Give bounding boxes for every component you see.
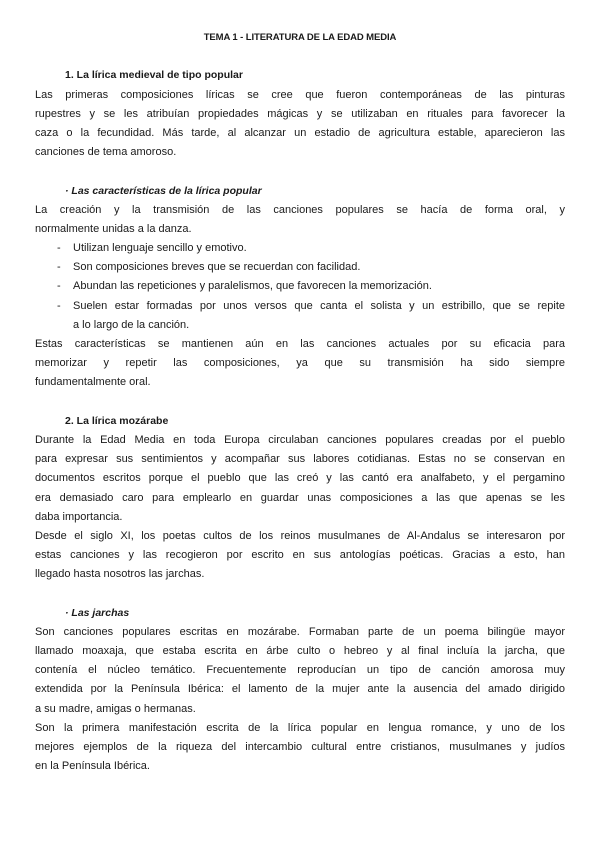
paragraph <box>35 719 565 777</box>
bullet-dash: - <box>57 242 61 255</box>
paragraph-line: canciones de tema amoroso. <box>35 146 177 159</box>
section-heading: 1. La lírica medieval de tipo popular <box>65 69 243 82</box>
spacer <box>35 584 565 603</box>
list-item-line: - Suelen estar formadas por unos versos que canta el solista y un estribillo, que se repite <box>35 297 565 316</box>
spacer <box>35 393 565 412</box>
paragraph-line: fundamentalmente oral. <box>35 376 151 389</box>
list-item <box>35 239 565 258</box>
paragraph <box>35 527 565 585</box>
paragraph-line: caza o la fecundidad. Más tarde, al alcanzar un estadio de agricultura estable, aparecieron las <box>35 126 565 139</box>
paragraph-line: Durante la Edad Media en toda Europa circulaban canciones populares creadas por el pueblo <box>35 433 565 446</box>
bullet-dash: - <box>57 299 61 312</box>
paragraph-line: llegado hasta nosotros las jarchas. <box>35 568 205 581</box>
paragraph-line: daba importancia. <box>35 510 123 523</box>
paragraph-line: Las primeras composiciones líricas se cree que fueron contemporáneas de las pinturas <box>35 88 565 101</box>
paragraph <box>35 86 565 163</box>
subsection-heading: · Las características de la lírica popular <box>65 184 262 197</box>
spacer <box>35 47 565 66</box>
paragraph-line: Son la primera manifestación escrita de la lírica popular en lengua romance, y uno de los <box>35 721 565 734</box>
list-item <box>35 297 565 335</box>
paragraph-line: para expresar sus sentimientos y acompañar sus labores cotidianas. Estas no se conservan en <box>35 453 565 466</box>
paragraph-line: extendida por la Península Ibérica: el lamento de la mujer ante la ausencia del amado dirigido <box>35 683 565 696</box>
paragraph-line: Son canciones populares escritas en mozárabe. Formaban parte de un poema bilingüe mayor <box>35 625 565 638</box>
paragraph-line: a su madre, amigas o hermanas. <box>35 702 196 715</box>
paragraph <box>35 201 565 239</box>
document-page <box>35 28 565 776</box>
paragraph-line: memorizar y repetir las composiciones, ya que su transmisión ha sido siempre <box>35 357 565 370</box>
subsection-heading: · Las jarchas <box>65 606 130 619</box>
document-title: TEMA 1 - LITERATURA DE LA EDAD MEDIA <box>203 32 397 43</box>
spacer <box>35 162 565 181</box>
paragraph <box>35 335 565 393</box>
paragraph-line: rupestres y se les atribuían propiedades mágicas y se utilizaban en rituales para favorecer la <box>35 107 565 120</box>
paragraph-line: Estas características se mantienen aún en las canciones actuales por su eficacia para <box>35 338 565 350</box>
list-item-line: - Utilizan lenguaje sencillo y emotivo. <box>35 239 565 258</box>
paragraph-line: La creación y la transmisión de las canciones populares se hacía de forma oral, y <box>35 203 565 216</box>
list-item-line: a lo largo de la canción. <box>73 318 190 331</box>
list-item <box>35 258 565 277</box>
paragraph-line: mejores ejemplos de la riqueza del intercambio cultural entre cristianos, musulmanes y judíos <box>35 740 565 753</box>
paragraph-line: llamado moaxaja, que estaba escrita en árbe culto o hebreo y al final incluía la jarcha, que <box>35 645 565 657</box>
paragraph <box>35 623 565 719</box>
list-item <box>35 277 565 296</box>
paragraph-line: Desde el siglo XI, los poetas cultos de los reinos musulmanes de Al-Andalus se interesaron por <box>35 529 565 542</box>
paragraph-line: estas canciones y las recogieron por escrito en sus antologías poéticas. Gracias a esto, han <box>35 549 565 562</box>
paragraph-line: documentos escritos porque el pueblo que las creó y las cantó era analfabeto, y el pergamino <box>35 472 565 485</box>
paragraph-line: era demasiado caro para emplearlo en guardar unas composiciones a las que apenas se les <box>35 491 565 504</box>
paragraph-line: en la Península Ibérica. <box>35 760 150 773</box>
list-item-line: - Son composiciones breves que se recuerdan con facilidad. <box>35 258 565 277</box>
section-heading: 2. La lírica mozárabe <box>65 414 169 427</box>
paragraph-line: normalmente unidas a la danza. <box>35 222 192 235</box>
bullet-list <box>35 239 565 335</box>
bullet-dash: - <box>57 280 61 293</box>
paragraph <box>35 431 565 527</box>
bullet-dash: - <box>57 261 61 274</box>
list-item-line: - Abundan las repeticiones y paralelismos, que favorecen la memorización. <box>35 277 565 296</box>
paragraph-line: contenía el núcleo temático. Frecuentemente reproducían un tipo de canción amorosa muy <box>35 664 565 677</box>
